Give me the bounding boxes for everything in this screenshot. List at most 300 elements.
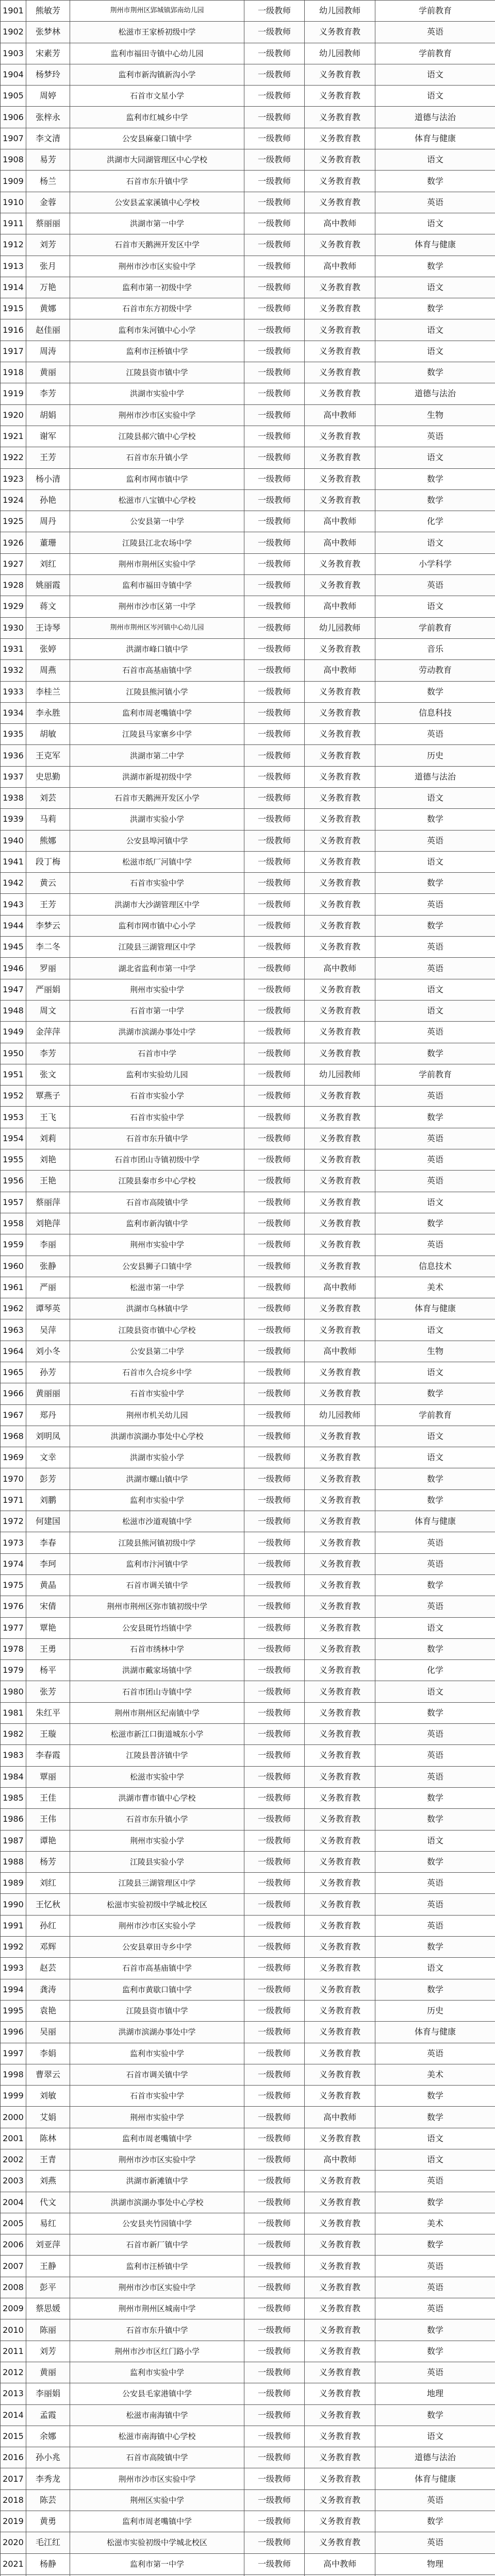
cell-teacher-type: 义务教育教: [305, 830, 375, 851]
cell-teacher-type: 义务教育教: [305, 851, 375, 872]
cell-title-level: 一级教师: [244, 1937, 305, 1958]
cell-name: 刘芸: [26, 787, 70, 808]
cell-subject: 美术: [375, 2064, 495, 2085]
cell-organization: 洪湖市峰口镇中学: [70, 638, 244, 659]
cell-teacher-type: 义务教育教: [305, 915, 375, 936]
table-row: [1, 681, 495, 702]
cell-title-level: 一级教师: [244, 1702, 305, 1723]
cell-teacher-type: 义务教育教: [305, 341, 375, 362]
table-row: [1, 2404, 495, 2426]
table-row: [1, 2553, 495, 2574]
cell-teacher-type: 义务教育教: [305, 894, 375, 915]
cell-organization: 监利市第一中学: [70, 2553, 244, 2574]
cell-teacher-type: 义务教育教: [305, 447, 375, 468]
cell-organization: 石首市实验小学: [70, 1086, 244, 1107]
table-row: [1, 1553, 495, 1574]
cell-organization: 公安县麻豪口镇中学: [70, 128, 244, 149]
table-row: [1, 1574, 495, 1596]
cell-number: 1991: [1, 1915, 26, 1936]
cell-number: 2014: [1, 2404, 26, 2426]
cell-number: 1930: [1, 617, 26, 638]
cell-title-level: 一级教师: [244, 1107, 305, 1128]
cell-name: 张文: [26, 1064, 70, 1085]
cell-name: 曹翠云: [26, 2064, 70, 2085]
cell-subject: 语文: [375, 64, 495, 85]
table-row: [1, 1979, 495, 2000]
table-row: [1, 1745, 495, 1766]
cell-subject: 英语: [375, 1745, 495, 1766]
cell-teacher-type: 义务教育教: [305, 1724, 375, 1745]
cell-title-level: 一级教师: [244, 1851, 305, 1872]
cell-subject: 英语: [375, 2532, 495, 2553]
table-row: [1, 2128, 495, 2149]
cell-organization: 石首市实验中学: [70, 873, 244, 894]
cell-number: 1996: [1, 2022, 26, 2043]
cell-organization: 荆州市沙市区红门路小学: [70, 2341, 244, 2362]
cell-subject: 英语: [375, 2362, 495, 2383]
cell-name: 覃燕子: [26, 1086, 70, 1107]
cell-subject: 体育与健康: [375, 2468, 495, 2489]
cell-name: 吴萍: [26, 1319, 70, 1341]
cell-subject: 英语: [375, 192, 495, 213]
cell-subject: 化学: [375, 511, 495, 532]
cell-organization: 荆州市荆州区实验中学: [70, 553, 244, 574]
cell-number: 2008: [1, 2277, 26, 2298]
cell-number: 1918: [1, 362, 26, 383]
cell-organization: 荆州市实验中学: [70, 2107, 244, 2128]
cell-subject: 生物: [375, 404, 495, 426]
cell-subject: 道德与法治: [375, 107, 495, 128]
cell-number: 1989: [1, 1873, 26, 1894]
cell-title-level: 一级教师: [244, 1277, 305, 1298]
cell-subject: 语文: [375, 2149, 495, 2170]
cell-number: 1957: [1, 1192, 26, 1213]
cell-name: 李文清: [26, 128, 70, 149]
cell-subject: 数学: [375, 2319, 495, 2341]
cell-title-level: 一级教师: [244, 1660, 305, 1681]
cell-title-level: 一级教师: [244, 851, 305, 872]
table-row: [1, 1809, 495, 1830]
cell-subject: 美术: [375, 2213, 495, 2234]
cell-organization: 监利市新沟镇中学: [70, 1213, 244, 1234]
cell-number: 1990: [1, 1894, 26, 1915]
cell-organization: 江陵县资市镇中心学校: [70, 1319, 244, 1341]
cell-teacher-type: 义务教育教: [305, 1171, 375, 1192]
cell-teacher-type: 义务教育教: [305, 2171, 375, 2192]
cell-number: 1925: [1, 511, 26, 532]
cell-number: 1969: [1, 1447, 26, 1468]
cell-organization: 监利市黄歇口镇中学: [70, 1979, 244, 2000]
cell-name: 史思勤: [26, 766, 70, 787]
cell-title-level: 一级教师: [244, 1426, 305, 1447]
cell-number: 1986: [1, 1809, 26, 1830]
table-row: [1, 234, 495, 256]
cell-title-level: 一级教师: [244, 2043, 305, 2064]
cell-number: 1905: [1, 86, 26, 107]
cell-teacher-type: 义务教育教: [305, 319, 375, 341]
cell-title-level: 一级教师: [244, 1192, 305, 1213]
table-row: [1, 149, 495, 171]
cell-number: 1971: [1, 1489, 26, 1511]
cell-teacher-type: 义务教育教: [305, 1319, 375, 1341]
table-row: [1, 1937, 495, 1958]
cell-number: 1945: [1, 937, 26, 958]
table-row: [1, 1043, 495, 1064]
cell-name: 王佳: [26, 1787, 70, 1808]
cell-subject: 英语: [375, 724, 495, 745]
cell-number: 1939: [1, 809, 26, 830]
cell-organization: 洪湖市实验小学: [70, 1447, 244, 1468]
cell-title-level: 一级教师: [244, 1489, 305, 1511]
cell-number: 1934: [1, 702, 26, 723]
cell-title-level: 一级教师: [244, 468, 305, 489]
cell-title-level: 一级教师: [244, 2383, 305, 2404]
table-row: [1, 575, 495, 596]
cell-number: 1967: [1, 1404, 26, 1426]
cell-title-level: 一级教师: [244, 319, 305, 341]
cell-subject: 语文: [375, 1319, 495, 1341]
cell-organization: 荆州市沙市区第一中学: [70, 596, 244, 617]
table-row: [1, 468, 495, 489]
cell-name: 严丽: [26, 1277, 70, 1298]
cell-organization: 江陵县普济镇中学: [70, 1745, 244, 1766]
cell-number: 1950: [1, 1043, 26, 1064]
cell-name: 毛江红: [26, 2532, 70, 2553]
cell-name: 杨静: [26, 2553, 70, 2574]
cell-title-level: 一级教师: [244, 1149, 305, 1171]
cell-subject: 数学: [375, 2192, 495, 2213]
cell-name: 刘芳: [26, 2341, 70, 2362]
cell-name: 孙小兆: [26, 2447, 70, 2468]
cell-number: 1963: [1, 1319, 26, 1341]
cell-number: 1953: [1, 1107, 26, 1128]
cell-name: 谭艳: [26, 1830, 70, 1851]
cell-teacher-type: 高中教师: [305, 404, 375, 426]
cell-title-level: 一级教师: [244, 2468, 305, 2489]
cell-organization: 石首市调关镇中学: [70, 2064, 244, 2085]
cell-organization: 石首市调关镇中学: [70, 1574, 244, 1596]
cell-name: 易芳: [26, 149, 70, 171]
cell-subject: 学前教育: [375, 617, 495, 638]
cell-teacher-type: 义务教育教: [305, 1958, 375, 1979]
cell-teacher-type: 义务教育教: [305, 1362, 375, 1383]
cell-number: 1920: [1, 404, 26, 426]
cell-title-level: 一级教师: [244, 1681, 305, 1702]
cell-name: 王飞: [26, 1107, 70, 1128]
cell-teacher-type: 义务教育教: [305, 2256, 375, 2277]
cell-title-level: 一级教师: [244, 1638, 305, 1659]
cell-subject: 音乐: [375, 638, 495, 659]
table-row: [1, 1596, 495, 1617]
table-row: [1, 617, 495, 638]
cell-subject: 道德与法治: [375, 2447, 495, 2468]
cell-teacher-type: 义务教育教: [305, 1937, 375, 1958]
table-row: [1, 128, 495, 149]
cell-organization: 监利市汪桥镇中学: [70, 341, 244, 362]
cell-title-level: 一级教师: [244, 596, 305, 617]
cell-subject: 英语: [375, 1596, 495, 1617]
cell-name: 王忆秋: [26, 1894, 70, 1915]
table-row: [1, 2341, 495, 2362]
cell-name: 李永胜: [26, 702, 70, 723]
cell-teacher-type: 高中教师: [305, 511, 375, 532]
cell-name: 李娟: [26, 2043, 70, 2064]
cell-teacher-type: 义务教育教: [305, 107, 375, 128]
cell-subject: 英语: [375, 1915, 495, 1936]
cell-name: 李二冬: [26, 937, 70, 958]
cell-name: 王青: [26, 2149, 70, 2170]
cell-number: 2010: [1, 2319, 26, 2341]
cell-teacher-type: 义务教育教: [305, 2319, 375, 2341]
cell-name: 易红: [26, 2213, 70, 2234]
cell-title-level: 一级教师: [244, 873, 305, 894]
cell-teacher-type: 义务教育教: [305, 2511, 375, 2532]
cell-organization: 石首市东升镇小学: [70, 1809, 244, 1830]
cell-number: 1948: [1, 1000, 26, 1021]
table-row: [1, 213, 495, 234]
cell-name: 李秀龙: [26, 2468, 70, 2489]
table-row: [1, 745, 495, 766]
cell-name: 王诗琴: [26, 617, 70, 638]
cell-subject: 数学: [375, 1702, 495, 1723]
cell-title-level: 一级教师: [244, 1298, 305, 1319]
cell-teacher-type: 义务教育教: [305, 1851, 375, 1872]
cell-title-level: 一级教师: [244, 1766, 305, 1787]
cell-teacher-type: 义务教育教: [305, 1426, 375, 1447]
table-row: [1, 915, 495, 936]
cell-title-level: 一级教师: [244, 171, 305, 192]
table-row: [1, 1894, 495, 1915]
cell-number: 2017: [1, 2468, 26, 2489]
cell-number: 1910: [1, 192, 26, 213]
cell-subject: 地理: [375, 2383, 495, 2404]
table-row: [1, 192, 495, 213]
table-row: [1, 22, 495, 43]
cell-name: 黄晶: [26, 1574, 70, 1596]
cell-organization: 洪湖市曹市镇中心学校: [70, 1787, 244, 1808]
cell-subject: 语文: [375, 596, 495, 617]
cell-subject: 数学: [375, 1809, 495, 1830]
cell-name: 张梦林: [26, 22, 70, 43]
cell-subject: 体育与健康: [375, 2022, 495, 2043]
cell-teacher-type: 义务教育教: [305, 1766, 375, 1787]
cell-subject: 体育与健康: [375, 128, 495, 149]
cell-number: 1956: [1, 1171, 26, 1192]
table-row: [1, 1022, 495, 1043]
cell-organization: 监利市周老嘴镇中学: [70, 702, 244, 723]
cell-organization: 公安县夹竹园镇中学: [70, 2213, 244, 2234]
table-row: [1, 1107, 495, 1128]
cell-teacher-type: 义务教育教: [305, 979, 375, 1000]
cell-name: 杨梦玲: [26, 64, 70, 85]
cell-title-level: 一级教师: [244, 2234, 305, 2256]
table-row: [1, 830, 495, 851]
cell-teacher-type: 义务教育教: [305, 787, 375, 808]
table-row: [1, 1362, 495, 1383]
cell-name: 郑丹: [26, 1404, 70, 1426]
cell-subject: 英语: [375, 894, 495, 915]
cell-organization: 监利市汴河镇中学: [70, 1553, 244, 1574]
cell-number: 1993: [1, 1958, 26, 1979]
cell-organization: 荆州市沙市区实验中学: [70, 256, 244, 277]
cell-title-level: 一级教师: [244, 830, 305, 851]
table-row: [1, 1447, 495, 1468]
cell-teacher-type: 义务教育教: [305, 1298, 375, 1319]
table-row: [1, 979, 495, 1000]
cell-name: 刘艳: [26, 1149, 70, 1171]
cell-title-level: 一级教师: [244, 64, 305, 85]
cell-number: 2001: [1, 2128, 26, 2149]
cell-number: 1975: [1, 1574, 26, 1596]
cell-number: 1926: [1, 532, 26, 553]
cell-title-level: 一级教师: [244, 2341, 305, 2362]
cell-organization: 江陵县资市镇中学: [70, 2000, 244, 2021]
cell-name: 杨兰: [26, 171, 70, 192]
table-row: [1, 1638, 495, 1659]
cell-name: 艾娟: [26, 2107, 70, 2128]
cell-organization: 荆州市沙市区实验中学: [70, 2149, 244, 2170]
table-row: [1, 1192, 495, 1213]
table-row: [1, 319, 495, 341]
cell-name: 金萍萍: [26, 1022, 70, 1043]
cell-subject: 英语: [375, 2043, 495, 2064]
cell-name: 彭芳: [26, 1468, 70, 1489]
cell-name: 赵芸: [26, 1958, 70, 1979]
cell-title-level: 一级教师: [244, 553, 305, 574]
cell-subject: 语文: [375, 979, 495, 1000]
table-row: [1, 2298, 495, 2319]
cell-organization: 江陵县秦市乡中心学校: [70, 1171, 244, 1192]
cell-subject: 道德与法治: [375, 383, 495, 404]
table-row: [1, 2277, 495, 2298]
cell-title-level: 一级教师: [244, 1319, 305, 1341]
cell-teacher-type: 义务教育教: [305, 2000, 375, 2021]
cell-name: 代文: [26, 2192, 70, 2213]
cell-title-level: 一级教师: [244, 107, 305, 128]
cell-name: 胡敏: [26, 724, 70, 745]
cell-organization: 松滋市实验初级中学城北校区: [70, 2532, 244, 2553]
cell-teacher-type: 义务教育教: [305, 2086, 375, 2107]
cell-name: 杨小清: [26, 468, 70, 489]
cell-title-level: 一级教师: [244, 298, 305, 319]
cell-number: 2016: [1, 2447, 26, 2468]
cell-name: 熊敏芳: [26, 1, 70, 22]
cell-name: 李梦云: [26, 915, 70, 936]
cell-number: 1901: [1, 1, 26, 22]
cell-teacher-type: 高中教师: [305, 596, 375, 617]
cell-teacher-type: 高中教师: [305, 213, 375, 234]
cell-teacher-type: 高中教师: [305, 660, 375, 681]
cell-organization: 洪湖市戴家场镇中学: [70, 1660, 244, 1681]
cell-number: 1958: [1, 1213, 26, 1234]
cell-subject: 英语: [375, 2171, 495, 2192]
cell-teacher-type: 义务教育教: [305, 298, 375, 319]
cell-name: 李丽: [26, 1234, 70, 1256]
table-row: [1, 660, 495, 681]
cell-teacher-type: 高中教师: [305, 2149, 375, 2170]
cell-teacher-type: 义务教育教: [305, 1553, 375, 1574]
cell-name: 孟霞: [26, 2404, 70, 2426]
cell-subject: 信息技术: [375, 1256, 495, 1277]
cell-subject: 数学: [375, 2404, 495, 2426]
cell-number: 1995: [1, 2000, 26, 2021]
cell-name: 黄丽: [26, 362, 70, 383]
table-row: [1, 1341, 495, 1362]
cell-title-level: 一级教师: [244, 2426, 305, 2447]
cell-number: 1928: [1, 575, 26, 596]
cell-name: 万艳: [26, 277, 70, 298]
cell-title-level: 一级教师: [244, 1341, 305, 1362]
cell-title-level: 一级教师: [244, 489, 305, 511]
cell-subject: 数学: [375, 256, 495, 277]
table-row: [1, 511, 495, 532]
cell-subject: 语文: [375, 1426, 495, 1447]
cell-subject: 英语: [375, 1553, 495, 1574]
cell-organization: 监利市福田寺镇中心幼儿园: [70, 43, 244, 64]
cell-name: 王静: [26, 2256, 70, 2277]
cell-number: 1984: [1, 1766, 26, 1787]
table-row: [1, 873, 495, 894]
table-row: [1, 1319, 495, 1341]
cell-teacher-type: 义务教育教: [305, 2489, 375, 2511]
cell-organization: 石首市高陵镇中学: [70, 2447, 244, 2468]
cell-number: 1915: [1, 298, 26, 319]
cell-name: 李芳: [26, 1043, 70, 1064]
cell-subject: 数学: [375, 2107, 495, 2128]
cell-name: 覃丽: [26, 1766, 70, 1787]
cell-teacher-type: 义务教育教: [305, 1787, 375, 1808]
cell-organization: 荆州市荆州区纪南镇中学: [70, 1702, 244, 1723]
table-row: [1, 1000, 495, 1021]
cell-organization: 公安县埠河镇中学: [70, 830, 244, 851]
cell-title-level: 一级教师: [244, 532, 305, 553]
cell-organization: 监利市福田寺镇中学: [70, 575, 244, 596]
cell-title-level: 一级教师: [244, 915, 305, 936]
cell-organization: 洪湖市大同湖管理区中心学校: [70, 149, 244, 171]
cell-title-level: 一级教师: [244, 937, 305, 958]
cell-number: 1944: [1, 915, 26, 936]
cell-subject: 数学: [375, 1468, 495, 1489]
cell-organization: 江陵县资市镇中学: [70, 362, 244, 383]
cell-organization: 荆州市实验中学: [70, 1234, 244, 1256]
cell-subject: 小学科学: [375, 553, 495, 574]
cell-number: 1922: [1, 447, 26, 468]
cell-name: 宋素芳: [26, 43, 70, 64]
cell-name: 孙红: [26, 1915, 70, 1936]
cell-title-level: 一级教师: [244, 958, 305, 979]
cell-number: 1904: [1, 64, 26, 85]
cell-organization: 荆州市荆州区城南中学: [70, 2298, 244, 2319]
cell-title-level: 一级教师: [244, 2532, 305, 2553]
cell-subject: 语文: [375, 532, 495, 553]
cell-teacher-type: 义务教育教: [305, 2277, 375, 2298]
cell-number: 1946: [1, 958, 26, 979]
cell-name: 刘燕: [26, 2171, 70, 2192]
table-row: [1, 1298, 495, 1319]
cell-title-level: 一级教师: [244, 213, 305, 234]
table-row: [1, 851, 495, 872]
cell-number: 1981: [1, 1702, 26, 1723]
cell-subject: 英语: [375, 426, 495, 447]
cell-name: 黄丽丽: [26, 1383, 70, 1404]
table-row: [1, 532, 495, 553]
cell-subject: 生物: [375, 1341, 495, 1362]
cell-number: 1938: [1, 787, 26, 808]
table-row: [1, 2149, 495, 2170]
cell-subject: 语文: [375, 341, 495, 362]
cell-number: 1924: [1, 489, 26, 511]
cell-organization: 松滋市实验初级中学城北校区: [70, 1894, 244, 1915]
